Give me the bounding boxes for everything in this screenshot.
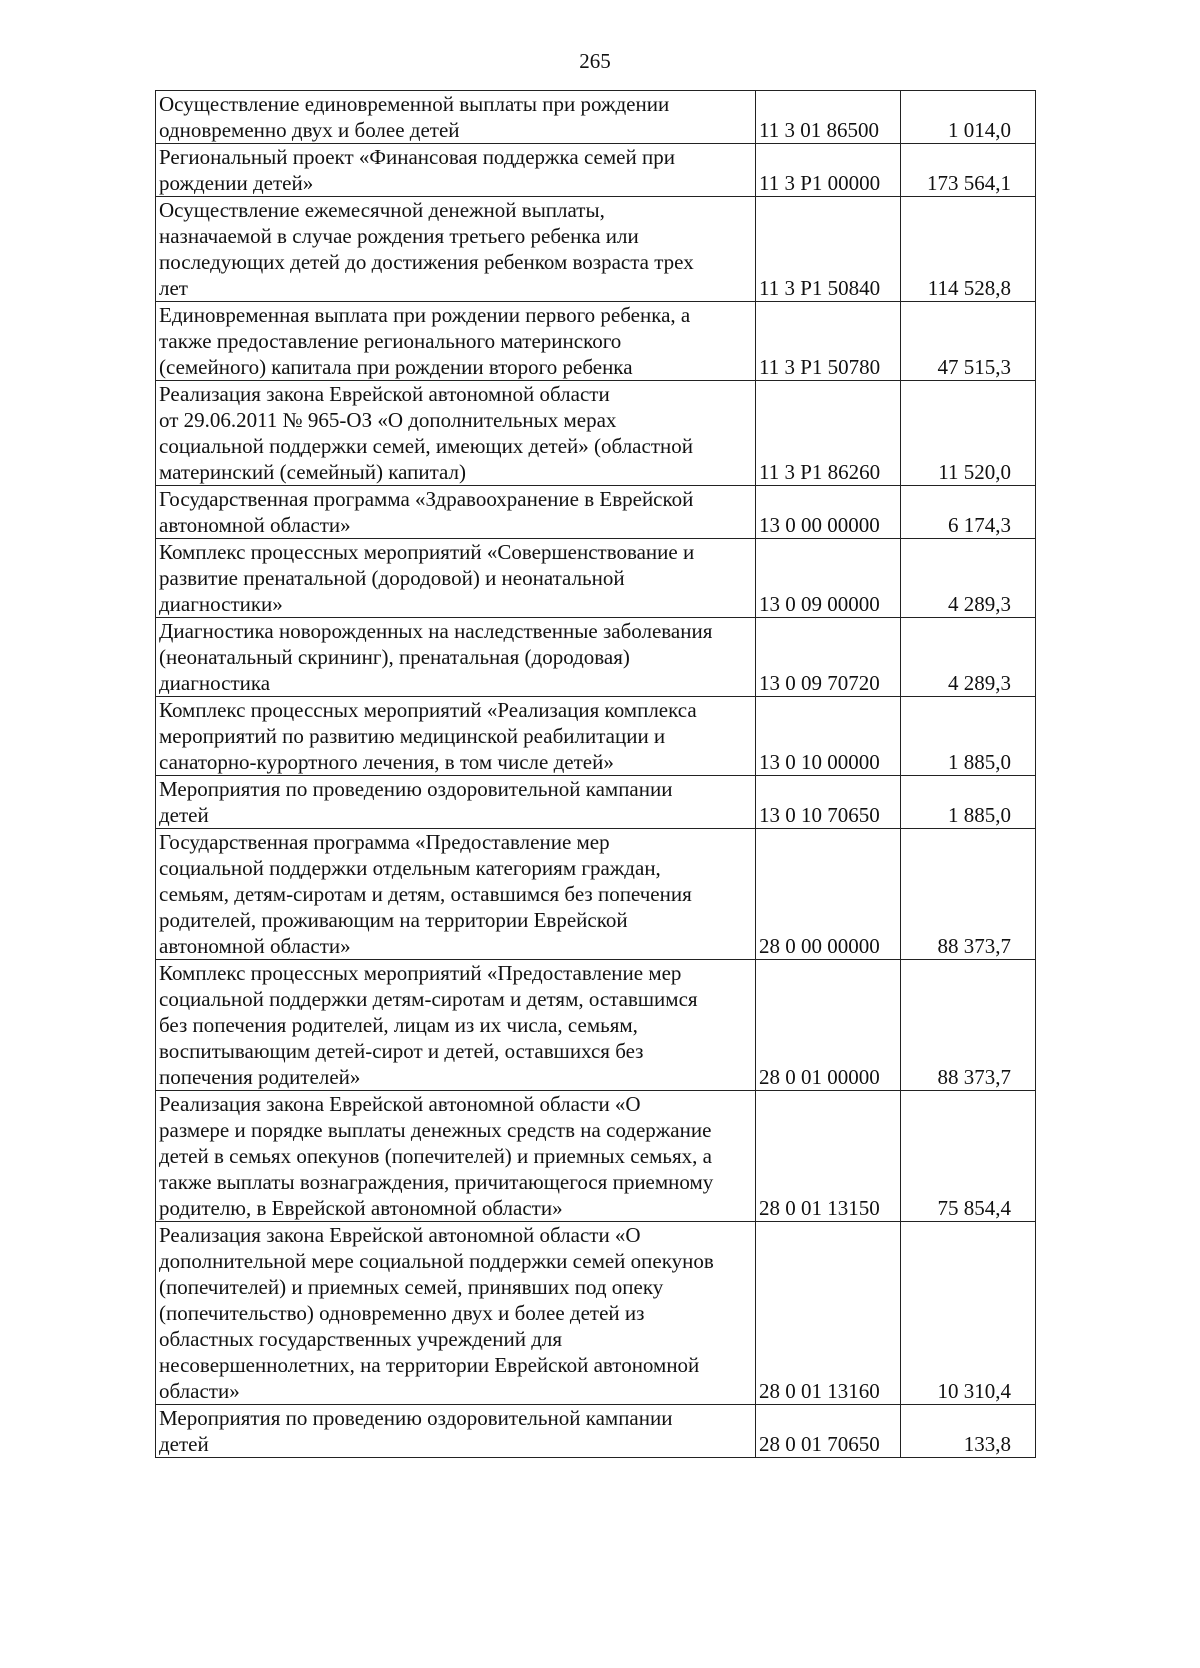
budget-code (756, 91, 901, 143)
amount-text: 10 310,4 (937, 1379, 1011, 1403)
amount-text: 75 854,4 (937, 1196, 1011, 1220)
description-line: также предоставление регионального материнского (159, 329, 622, 353)
budget-code-text: 28 0 01 13160 (759, 1379, 880, 1403)
description-line: (семейного) капитала при рождении второго ребенка (159, 355, 633, 379)
row-description (156, 1405, 756, 1457)
description-line: Реализация закона Еврейской автономной области (159, 382, 610, 406)
description-line: (попечителей) и приемных семей, принявших под опеку (159, 1275, 664, 1299)
row-description (156, 618, 756, 696)
budget-code-text: 11 3 P1 00000 (759, 171, 881, 195)
amount (901, 776, 1036, 828)
description-line: Реализация закона Еврейской автономной области «О (159, 1092, 641, 1116)
description-line: Комплекс процессных мероприятий «Реализация комплекса (159, 698, 697, 722)
budget-code-text: 28 0 01 13150 (759, 1196, 880, 1220)
description-line: Комплекс процессных мероприятий «Предоставление мер (159, 961, 682, 985)
description-line: воспитывающим детей-сирот и детей, оставшихся без (159, 1039, 644, 1063)
amount-text: 1 885,0 (948, 750, 1011, 774)
amount (901, 1405, 1036, 1457)
budget-code-text: 13 0 09 00000 (759, 592, 880, 616)
table-row (156, 302, 1036, 381)
description-line: лет (159, 276, 188, 300)
amount-text: 1 885,0 (948, 803, 1011, 827)
description-line: детей (159, 1432, 209, 1456)
table-row (156, 776, 1036, 829)
budget-code (756, 1405, 901, 1457)
budget-code (756, 197, 901, 301)
description-line: областных государственных учреждений для (159, 1327, 563, 1351)
amount-text: 4 289,3 (948, 671, 1011, 695)
amount-text: 133,8 (963, 1432, 1011, 1456)
description-line: Осуществление единовременной выплаты при рождении (159, 92, 670, 116)
budget-code-text: 11 3 P1 50840 (759, 276, 881, 300)
budget-code-text: 28 0 01 70650 (759, 1432, 880, 1456)
description-line: диагностика (159, 671, 271, 695)
budget-code (756, 381, 901, 485)
budget-code (756, 960, 901, 1090)
budget-code-text: 28 0 01 00000 (759, 1065, 880, 1089)
amount-text: 173 564,1 (927, 171, 1011, 195)
table-row (156, 618, 1036, 697)
amount-text: 4 289,3 (948, 592, 1011, 616)
description-line: Государственная программа «Здравоохранение в Еврейской (159, 487, 694, 511)
table-row (156, 697, 1036, 776)
budget-code (756, 144, 901, 196)
budget-code-text: 13 0 09 70720 (759, 671, 880, 695)
description-line: детей в семьях опекунов (попечителей) и приемных семьях, а (159, 1144, 712, 1168)
amount-text: 47 515,3 (937, 355, 1011, 379)
row-description (156, 776, 756, 828)
budget-code (756, 539, 901, 617)
amount (901, 302, 1036, 380)
table-row (156, 1222, 1036, 1405)
row-description (156, 144, 756, 196)
description-line: развитие пренатальной (дородовой) и неонатальной (159, 566, 625, 590)
amount-text: 88 373,7 (937, 1065, 1011, 1089)
amount-text: 1 014,0 (948, 118, 1011, 142)
table-row (156, 1405, 1036, 1458)
amount (901, 197, 1036, 301)
budget-code-text: 11 3 P1 86260 (759, 460, 881, 484)
amount (901, 697, 1036, 775)
row-description (156, 381, 756, 485)
description-line: одновременно двух и более детей (159, 118, 460, 142)
description-line: также выплаты вознаграждения, причитающегося приемному (159, 1170, 714, 1194)
description-line: дополнительной мере социальной поддержки семей опекунов (159, 1249, 714, 1273)
budget-table (155, 90, 1036, 1458)
amount (901, 1091, 1036, 1221)
row-description (156, 697, 756, 775)
description-line: Диагностика новорожденных на наследственные заболевания (159, 619, 713, 643)
row-description (156, 197, 756, 301)
amount (901, 539, 1036, 617)
row-description (156, 960, 756, 1090)
budget-code (756, 776, 901, 828)
description-line: диагностики» (159, 592, 283, 616)
row-description (156, 1091, 756, 1221)
amount (901, 144, 1036, 196)
budget-code-text: 11 3 01 86500 (759, 118, 879, 142)
amount (901, 618, 1036, 696)
budget-code-text: 13 0 10 00000 (759, 750, 880, 774)
amount (901, 381, 1036, 485)
budget-code (756, 486, 901, 538)
row-description (156, 302, 756, 380)
description-line: Единовременная выплата при рождении первого ребенка, а (159, 303, 691, 327)
description-line: (неонатальный скрининг), пренатальная (дородовая) (159, 645, 630, 669)
description-line: последующих детей до достижения ребенком возраста трех (159, 250, 694, 274)
row-description (156, 829, 756, 959)
description-line: назначаемой в случае рождения третьего ребенка или (159, 224, 639, 248)
page-number: 265 (579, 49, 611, 73)
description-line: социальной поддержки семей, имеющих детей» (областной (159, 434, 693, 458)
table-row (156, 539, 1036, 618)
description-line: Мероприятия по проведению оздоровительной кампании (159, 777, 673, 801)
description-line: социальной поддержки отдельным категориям граждан, (159, 856, 661, 880)
description-line: детей (159, 803, 209, 827)
table-row (156, 960, 1036, 1091)
description-line: области» (159, 1379, 240, 1403)
description-line: Реализация закона Еврейской автономной области «О (159, 1223, 641, 1247)
budget-code-text: 28 0 00 00000 (759, 934, 880, 958)
description-line: Осуществление ежемесячной денежной выплаты, (159, 198, 605, 222)
amount-text: 11 520,0 (938, 460, 1011, 484)
description-line: родителю, в Еврейской автономной области» (159, 1196, 563, 1220)
budget-code (756, 1222, 901, 1404)
table-row (156, 829, 1036, 960)
amount-text: 88 373,7 (937, 934, 1011, 958)
description-line: (попечительство) одновременно двух и более детей из (159, 1301, 645, 1325)
description-line: социальной поддержки детям-сиротам и детям, оставшимся (159, 987, 698, 1011)
description-line: Комплекс процессных мероприятий «Совершенствование и (159, 540, 695, 564)
table-row (156, 381, 1036, 486)
description-line: размере и порядке выплаты денежных средств на содержание (159, 1118, 712, 1142)
budget-code-text: 13 0 10 70650 (759, 803, 880, 827)
description-line: санаторно-курортного лечения, в том числе детей» (159, 750, 614, 774)
description-line: автономной области» (159, 513, 351, 537)
description-line: без попечения родителей, лицам из их числа, семьям, (159, 1013, 638, 1037)
amount (901, 1222, 1036, 1404)
description-line: материнский (семейный) капитал) (159, 460, 467, 484)
table-row (156, 486, 1036, 539)
amount (901, 91, 1036, 143)
row-description (156, 91, 756, 143)
budget-code-text: 11 3 P1 50780 (759, 355, 881, 379)
description-line: родителей, проживающим на территории Еврейской (159, 908, 628, 932)
description-line: рождении детей» (159, 171, 314, 195)
table-row (156, 144, 1036, 197)
description-line: автономной области» (159, 934, 351, 958)
amount (901, 960, 1036, 1090)
description-line: несовершеннолетних, на территории Еврейской автономной (159, 1353, 700, 1377)
budget-code (756, 618, 901, 696)
budget-code (756, 302, 901, 380)
budget-code (756, 829, 901, 959)
description-line: Государственная программа «Предоставление мер (159, 830, 610, 854)
row-description (156, 1222, 756, 1404)
amount-text: 114 528,8 (927, 276, 1011, 300)
row-description (156, 486, 756, 538)
description-line: Региональный проект «Финансовая поддержка семей при (159, 145, 675, 169)
budget-code (756, 697, 901, 775)
description-line: семьям, детям-сиротам и детям, оставшимся без попечения (159, 882, 692, 906)
description-line: от 29.06.2011 № 965-ОЗ «О дополнительных мерах (159, 408, 617, 432)
budget-code-text: 13 0 00 00000 (759, 513, 880, 537)
row-description (156, 539, 756, 617)
description-line: попечения родителей» (159, 1065, 361, 1089)
table-row (156, 91, 1036, 144)
budget-code (756, 1091, 901, 1221)
description-line: мероприятий по развитию медицинской реабилитации и (159, 724, 666, 748)
amount (901, 829, 1036, 959)
table-row (156, 1091, 1036, 1222)
amount-text: 6 174,3 (948, 513, 1011, 537)
table-row (156, 197, 1036, 302)
amount (901, 486, 1036, 538)
description-line: Мероприятия по проведению оздоровительной кампании (159, 1406, 673, 1430)
